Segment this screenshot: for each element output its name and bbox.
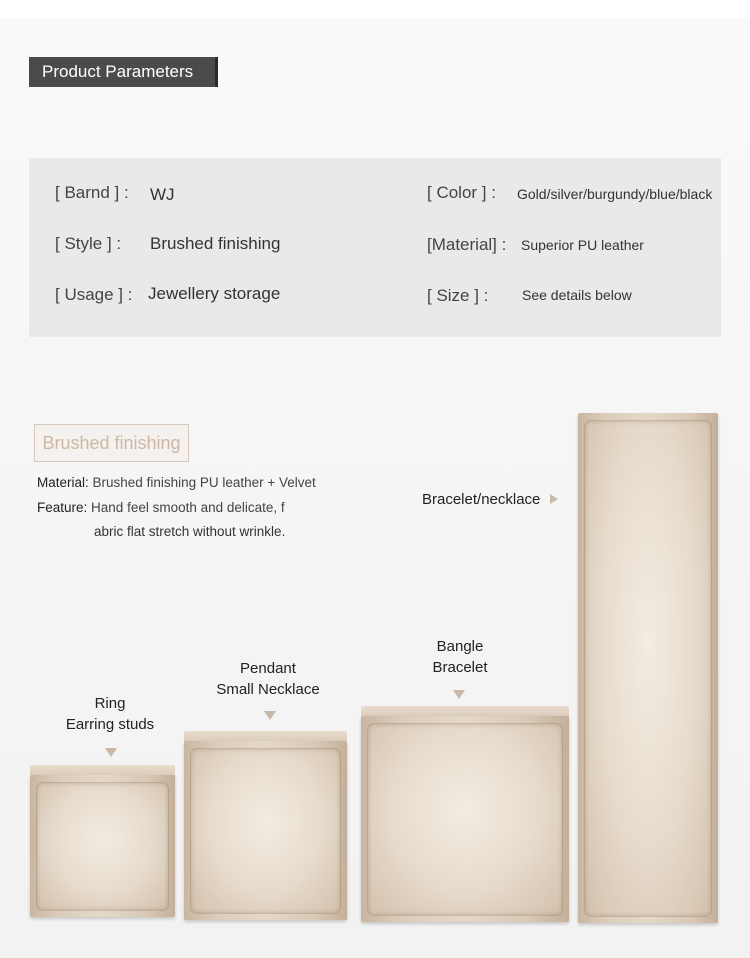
pendant-box-panel [191,749,340,913]
ring-arrow-icon [105,748,117,757]
material-key: Material: [37,475,89,490]
bangle-arrow-icon [453,690,465,699]
section-title: Product Parameters [29,57,218,87]
finish-tag: Brushed finishing [34,424,189,462]
parameters-table [29,158,721,337]
feature-text-line2: abric flat stretch without wrinkle. [94,524,286,539]
material-value: Superior PU leather [521,237,644,253]
pendant-arrow-icon [264,711,276,720]
bangle-label [405,636,515,678]
pendant-label-line1: Pendant [240,660,296,677]
bangle-label-line2: Bracelet [432,659,488,676]
feature-description [37,500,285,515]
bangle-label-line1: Bangle [436,638,484,655]
ring-box-panel [37,783,168,910]
ring-label [45,693,175,735]
bracelet-necklace-label: Bracelet/necklace [422,491,541,508]
brand-label: [ Barnd ] : [55,183,129,202]
feature-text-line1: Hand feel smooth and delicate, f [91,500,285,515]
feature-key: Feature: [37,500,88,515]
ring-label-line2: Earring studs [65,716,155,733]
material-label: [Material] : [427,235,507,254]
size-label: [ Size ] : [427,286,489,305]
style-value: Brushed finishing [150,234,281,253]
pendant-box [184,731,347,920]
color-value: Gold/silver/burgundy/blue/black [517,186,713,202]
size-value: See details below [522,287,632,303]
bangle-box-panel [368,724,562,915]
ring-box [30,765,175,917]
bracelet-arrow-icon [550,494,558,504]
style-label: [ Style ] : [55,234,122,253]
brand-value: WJ [150,185,175,204]
ring-label-line1: Ring [94,695,126,712]
color-label: [ Color ] : [427,183,496,202]
bracelet-necklace-box [578,413,718,923]
pendant-label-line2: Small Necklace [216,681,320,698]
material-text: Brushed finishing PU leather + Velvet [92,475,316,490]
pendant-label [203,658,333,700]
usage-label: [ Usage ] : [55,285,133,304]
material-description [37,475,316,490]
usage-value: Jewellery storage [148,284,281,303]
bracelet-box-panel [585,421,711,916]
bangle-box [361,706,569,922]
